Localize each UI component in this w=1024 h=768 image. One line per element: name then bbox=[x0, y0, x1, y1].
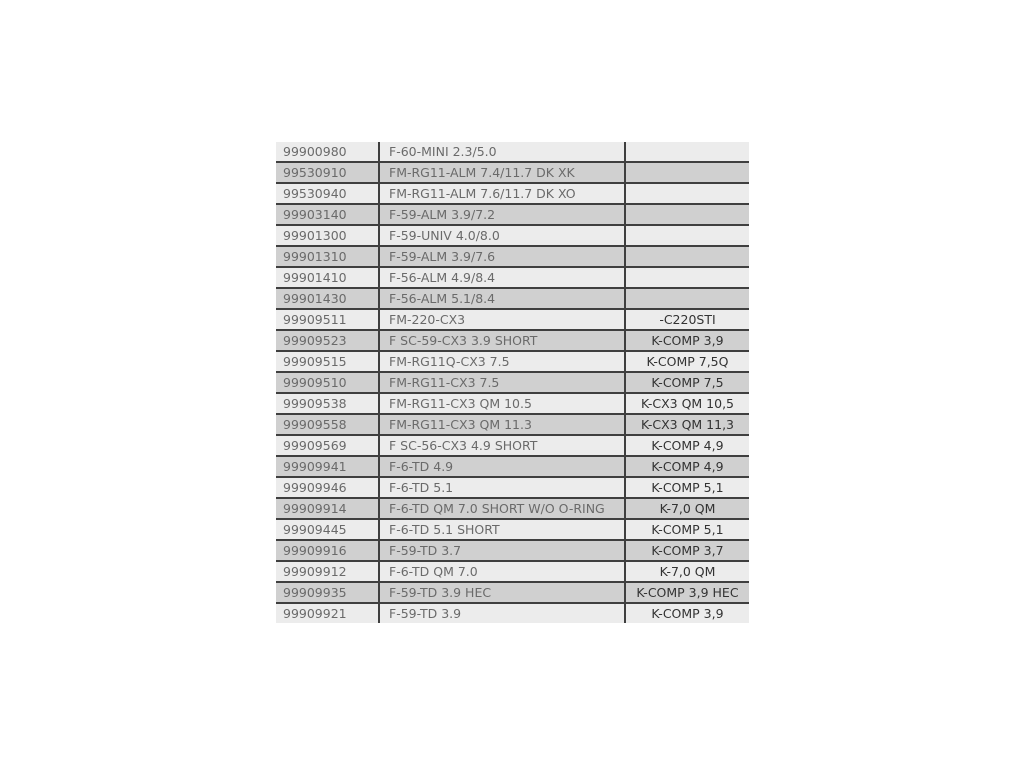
reference-cell: K-CX3 QM 11,3 bbox=[640, 417, 735, 432]
table-row bbox=[276, 289, 749, 310]
part-code-cell: 99530910 bbox=[276, 163, 380, 182]
reference-cell bbox=[626, 163, 749, 182]
description-cell: F-59-TD 3.7 bbox=[380, 541, 626, 560]
table-row bbox=[276, 562, 749, 583]
part-code-cell: 99909914 bbox=[276, 499, 380, 518]
part-code-cell: 99909921 bbox=[276, 604, 380, 623]
table-row bbox=[276, 604, 749, 623]
description-cell: F-56-ALM 5.1/8.4 bbox=[380, 289, 626, 308]
part-code-cell: 99909946 bbox=[276, 478, 380, 497]
table-row bbox=[276, 541, 749, 562]
part-code-cell: 99909916 bbox=[276, 541, 380, 560]
table-row bbox=[276, 415, 749, 436]
table-row bbox=[276, 520, 749, 541]
part-code-cell: 99909912 bbox=[276, 562, 380, 581]
description-cell: F-59-TD 3.9 HEC bbox=[380, 583, 626, 602]
part-code-cell: 99901430 bbox=[276, 289, 380, 308]
description-cell: F-56-ALM 4.9/8.4 bbox=[380, 268, 626, 287]
table-row bbox=[276, 394, 749, 415]
description-cell: F-59-ALM 3.9/7.2 bbox=[380, 205, 626, 224]
table-row bbox=[276, 205, 749, 226]
table-row bbox=[276, 142, 749, 163]
part-code-cell: 99909935 bbox=[276, 583, 380, 602]
description-cell: FM-RG11-CX3 7.5 bbox=[380, 373, 626, 392]
description-cell: F-60-MINI 2.3/5.0 bbox=[380, 142, 626, 161]
table-row bbox=[276, 373, 749, 394]
table-row bbox=[276, 499, 749, 520]
part-code-cell: 99909538 bbox=[276, 394, 380, 413]
part-code-cell: 99901310 bbox=[276, 247, 380, 266]
reference-cell: K-COMP 5,1 bbox=[651, 480, 724, 495]
description-cell: F-6-TD 5.1 bbox=[380, 478, 626, 497]
description-cell: FM-RG11Q-CX3 7.5 bbox=[380, 352, 626, 371]
description-cell: F-6-TD QM 7.0 bbox=[380, 562, 626, 581]
reference-cell: K-7,0 QM bbox=[659, 501, 716, 516]
table-row bbox=[276, 478, 749, 499]
reference-cell: K-COMP 4,9 bbox=[651, 459, 724, 474]
description-cell: F-59-ALM 3.9/7.6 bbox=[380, 247, 626, 266]
table-row bbox=[276, 184, 749, 205]
reference-cell: K-COMP 3,7 bbox=[651, 543, 724, 558]
part-code-cell: 99909510 bbox=[276, 373, 380, 392]
reference-cell: K-CX3 QM 10,5 bbox=[640, 396, 735, 411]
table-row bbox=[276, 331, 749, 352]
table-row bbox=[276, 457, 749, 478]
reference-cell: K-COMP 5,1 bbox=[651, 522, 724, 537]
reference-cell: K-COMP 3,9 HEC bbox=[636, 585, 739, 600]
table-row bbox=[276, 226, 749, 247]
part-code-cell: 99901300 bbox=[276, 226, 380, 245]
description-cell: FM-RG11-CX3 QM 10.5 bbox=[380, 394, 626, 413]
reference-cell bbox=[626, 268, 749, 287]
table-row bbox=[276, 247, 749, 268]
description-cell: F-6-TD 5.1 SHORT bbox=[380, 520, 626, 539]
table-row bbox=[276, 268, 749, 289]
part-code-cell: 99900980 bbox=[276, 142, 380, 161]
part-code-cell: 99909515 bbox=[276, 352, 380, 371]
description-cell: F SC-56-CX3 4.9 SHORT bbox=[380, 436, 626, 455]
reference-cell: K-COMP 3,9 bbox=[651, 333, 724, 348]
reference-cell: -C220STI bbox=[659, 312, 716, 327]
reference-cell: K-7,0 QM bbox=[659, 564, 716, 579]
table-row bbox=[276, 436, 749, 457]
description-cell: F-6-TD 4.9 bbox=[380, 457, 626, 476]
part-code-cell: 99909511 bbox=[276, 310, 380, 329]
reference-cell bbox=[626, 289, 749, 308]
description-cell: FM-RG11-ALM 7.6/11.7 DK XO bbox=[380, 184, 626, 203]
part-code-cell: 99909523 bbox=[276, 331, 380, 350]
reference-cell bbox=[626, 226, 749, 245]
table-row bbox=[276, 352, 749, 373]
part-code-cell: 99909941 bbox=[276, 457, 380, 476]
reference-cell bbox=[626, 205, 749, 224]
description-cell: F SC-59-CX3 3.9 SHORT bbox=[380, 331, 626, 350]
description-cell: F-6-TD QM 7.0 SHORT W/O O-RING bbox=[380, 499, 626, 518]
table-row bbox=[276, 310, 749, 331]
description-cell: FM-RG11-ALM 7.4/11.7 DK XK bbox=[380, 163, 626, 182]
reference-cell bbox=[626, 184, 749, 203]
table-row bbox=[276, 163, 749, 184]
reference-cell bbox=[626, 142, 749, 161]
reference-cell: K-COMP 4,9 bbox=[651, 438, 724, 453]
reference-cell: K-COMP 7,5Q bbox=[646, 354, 729, 369]
part-code-cell: 99901410 bbox=[276, 268, 380, 287]
part-code-cell: 99903140 bbox=[276, 205, 380, 224]
reference-cell: K-COMP 7,5 bbox=[651, 375, 724, 390]
description-cell: FM-RG11-CX3 QM 11.3 bbox=[380, 415, 626, 434]
reference-cell bbox=[626, 247, 749, 266]
table-row bbox=[276, 583, 749, 604]
part-code-cell: 99530940 bbox=[276, 184, 380, 203]
reference-cell: K-COMP 3,9 bbox=[651, 606, 724, 621]
description-cell: F-59-TD 3.9 bbox=[380, 604, 626, 623]
description-cell: F-59-UNIV 4.0/8.0 bbox=[380, 226, 626, 245]
part-code-cell: 99909569 bbox=[276, 436, 380, 455]
parts-table bbox=[276, 142, 749, 623]
description-cell: FM-220-CX3 bbox=[380, 310, 626, 329]
part-code-cell: 99909558 bbox=[276, 415, 380, 434]
part-code-cell: 99909445 bbox=[276, 520, 380, 539]
